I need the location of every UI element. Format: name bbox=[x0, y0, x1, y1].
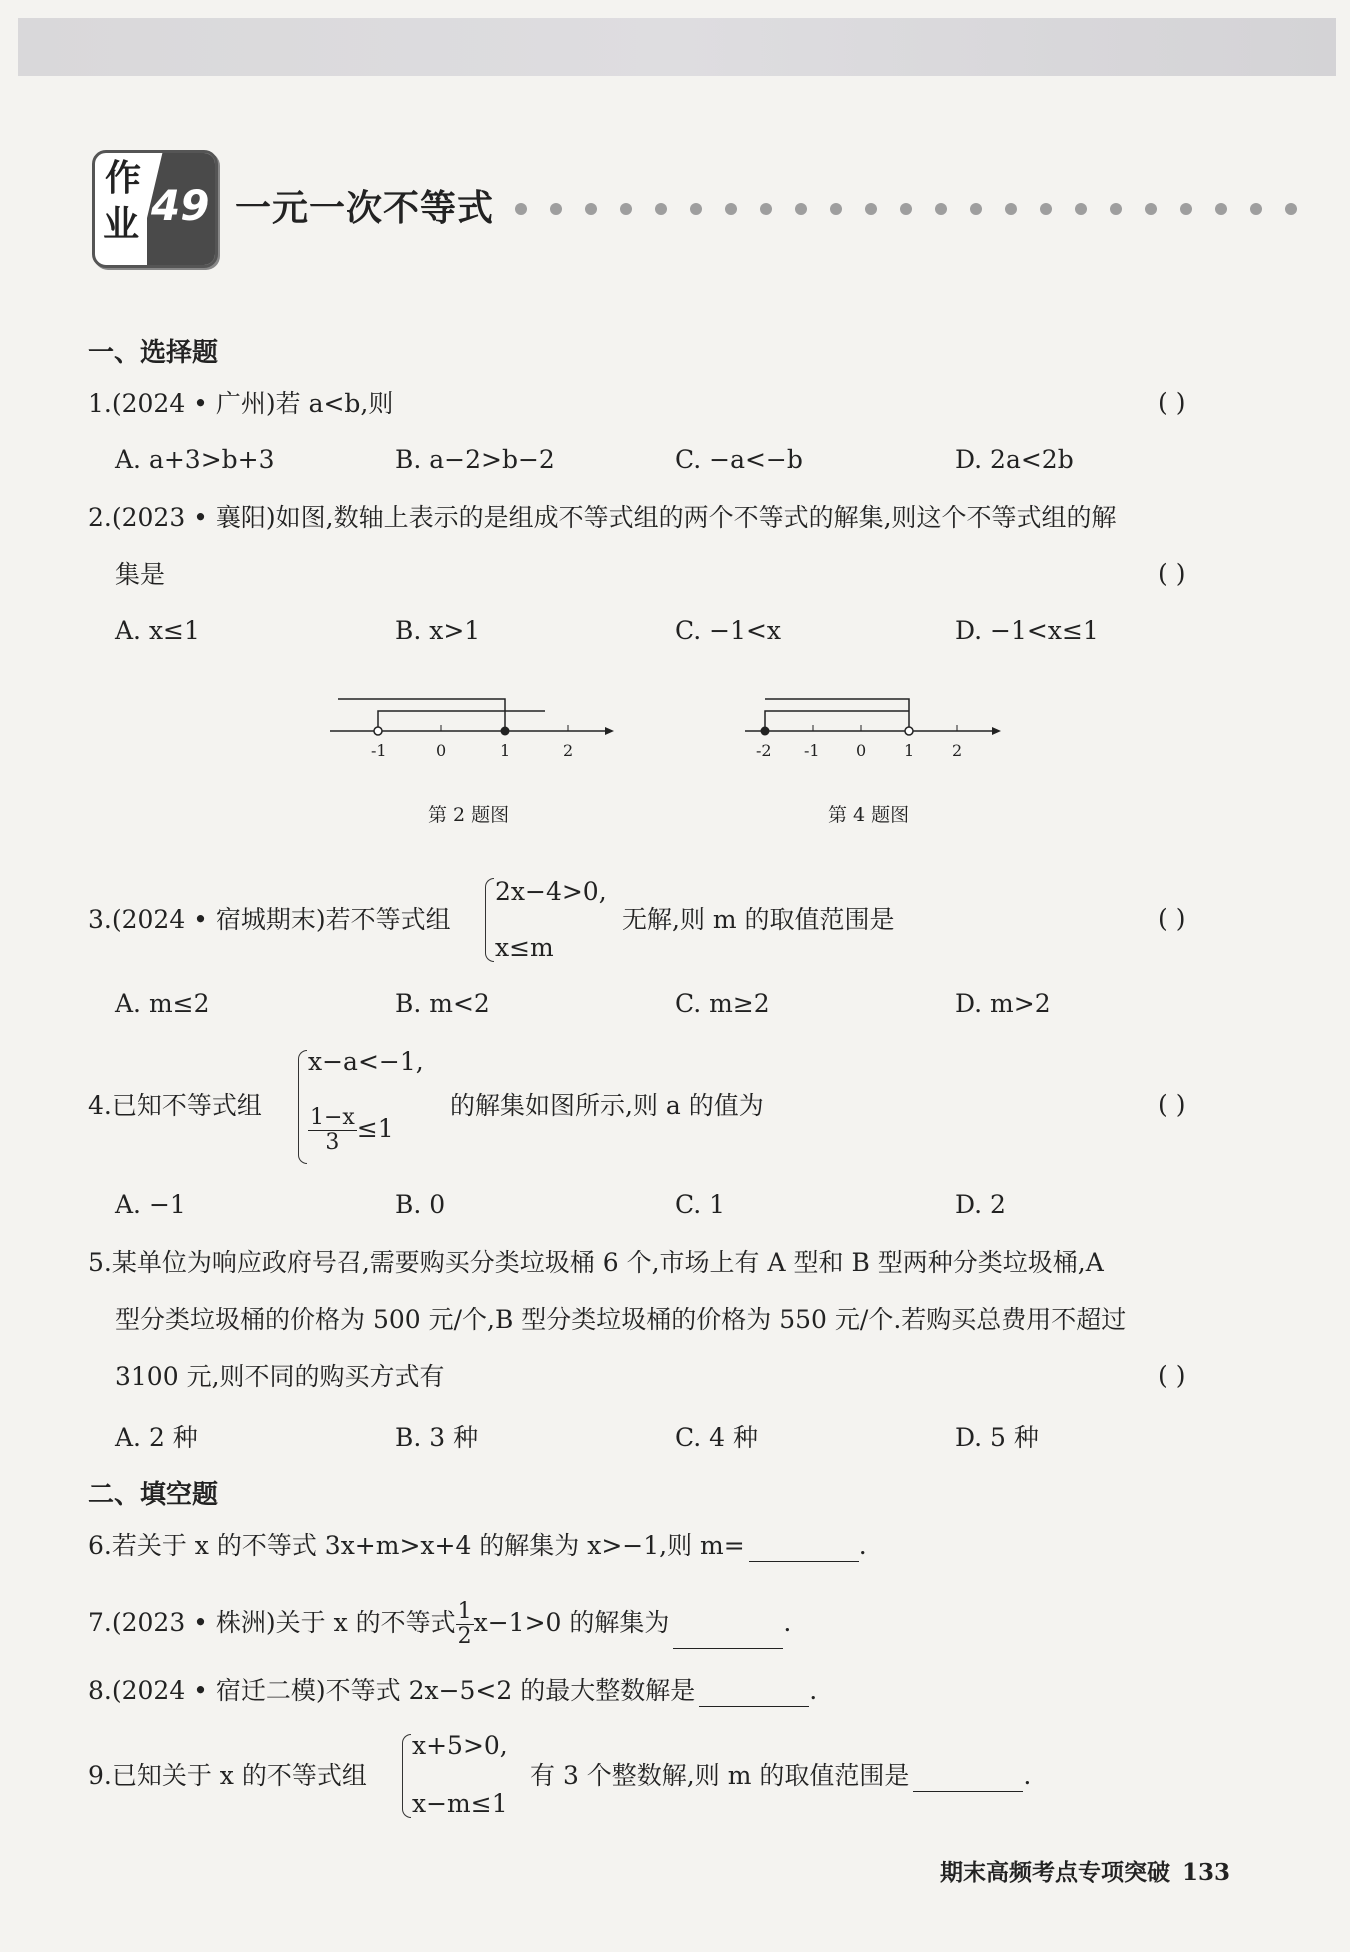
q9-system-row2: x−m≤1 bbox=[412, 1789, 508, 1818]
fig4-tick-1: -1 bbox=[804, 741, 820, 760]
q1-option-a[interactable]: A. a+3>b+3 bbox=[115, 445, 275, 474]
leader-dot bbox=[760, 203, 772, 215]
q8-end: . bbox=[809, 1676, 818, 1705]
footer-text: 期末高频考点专项突破 bbox=[940, 1860, 1170, 1886]
leader-dot bbox=[725, 203, 737, 215]
leader-dot bbox=[655, 203, 667, 215]
q3-option-b[interactable]: B. m<2 bbox=[395, 989, 490, 1018]
figure-4-caption: 第 4 题图 bbox=[828, 804, 910, 826]
leader-dot bbox=[865, 203, 877, 215]
fig4-tick-3: 1 bbox=[904, 741, 915, 760]
leader-dot bbox=[690, 203, 702, 215]
fig2-tick-0: -1 bbox=[371, 741, 387, 760]
fig2-tick-1: 0 bbox=[436, 741, 447, 760]
leader-dot bbox=[515, 203, 527, 215]
badge-number: 49 bbox=[151, 181, 210, 230]
q9-end: . bbox=[1023, 1761, 1032, 1790]
fig4-tick-4: 2 bbox=[952, 741, 963, 760]
q6-answer-blank[interactable] bbox=[749, 1537, 859, 1562]
q4-answer-paren[interactable]: ( ) bbox=[1158, 1090, 1186, 1119]
q3-suffix: 无解,则 m 的取值范围是 bbox=[622, 905, 895, 934]
page-footer bbox=[940, 1854, 1230, 1887]
q5-answer-paren[interactable]: ( ) bbox=[1158, 1361, 1186, 1390]
badge-char-ye: 业 bbox=[103, 204, 140, 245]
q4-system-row2 bbox=[308, 1106, 394, 1155]
q4-option-a[interactable]: A. −1 bbox=[115, 1190, 186, 1219]
badge-char-zuo: 作 bbox=[105, 158, 142, 199]
title-dot-leader bbox=[515, 200, 1325, 214]
q4-brace bbox=[298, 1050, 307, 1164]
q4-suffix: 的解集如图所示,则 a 的值为 bbox=[450, 1091, 764, 1120]
page-title: 一元一次不等式 bbox=[235, 188, 495, 229]
q1-stem: 1.(2024 • 广州)若 a<b,则 bbox=[88, 389, 394, 418]
leader-dot bbox=[1250, 203, 1262, 215]
fig4-tick-2: 0 bbox=[856, 741, 867, 760]
q7-suffix: x−1>0 的解集为 bbox=[473, 1608, 670, 1637]
fig4-tick-0: -2 bbox=[756, 741, 772, 760]
q5-option-b[interactable]: B. 3 种 bbox=[395, 1423, 479, 1452]
section-fill: 二、填空题 bbox=[88, 1480, 219, 1510]
q3-system-row1: 2x−4>0, bbox=[495, 877, 607, 906]
q1-option-b[interactable]: B. a−2>b−2 bbox=[395, 445, 555, 474]
q4-fraction-denominator: 3 bbox=[325, 1130, 340, 1155]
q5-line1: 5.某单位为响应政府号召,需要购买分类垃圾桶 6 个,市场上有 A 型和 B 型两种分类垃圾桶,A bbox=[88, 1248, 1104, 1277]
q4-fraction bbox=[308, 1106, 357, 1155]
q8-text: 8.(2024 • 宿迁二模)不等式 2x−5<2 的最大整数解是 bbox=[88, 1676, 696, 1705]
leader-dot bbox=[620, 203, 632, 215]
leader-dot bbox=[1005, 203, 1017, 215]
q3-option-a[interactable]: A. m≤2 bbox=[115, 989, 210, 1018]
q4-system-row1: x−a<−1, bbox=[308, 1047, 424, 1076]
section-choice: 一、选择题 bbox=[88, 338, 219, 368]
q2-option-b[interactable]: B. x>1 bbox=[395, 616, 481, 645]
page-number: 133 bbox=[1182, 1859, 1231, 1886]
q9-system-row1: x+5>0, bbox=[412, 1731, 508, 1760]
q4-option-d[interactable]: D. 2 bbox=[955, 1190, 1006, 1219]
q4-row2-tail: ≤1 bbox=[356, 1114, 394, 1143]
q7 bbox=[88, 1600, 791, 1649]
q7-end: . bbox=[783, 1608, 792, 1637]
figure-2-number-line bbox=[320, 685, 620, 765]
q3-option-d[interactable]: D. m>2 bbox=[955, 989, 1051, 1018]
leader-dot bbox=[1180, 203, 1192, 215]
q2-stem-line1: 2.(2023 • 襄阳)如图,数轴上表示的是组成不等式组的两个不等式的解集,则这个不等式组的解 bbox=[88, 503, 1117, 532]
leader-dot bbox=[830, 203, 842, 215]
leader-dot bbox=[970, 203, 982, 215]
q4-option-b[interactable]: B. 0 bbox=[395, 1190, 446, 1219]
homework-badge bbox=[92, 150, 218, 268]
q9-prefix: 9.已知关于 x 的不等式组 bbox=[88, 1761, 367, 1790]
q7-fraction-denominator: 2 bbox=[457, 1624, 472, 1649]
q5-line3: 3100 元,则不同的购买方式有 bbox=[115, 1362, 445, 1391]
q5-option-d[interactable]: D. 5 种 bbox=[955, 1423, 1039, 1452]
q7-prefix: 7.(2023 • 株洲)关于 x 的不等式 bbox=[88, 1608, 456, 1637]
top-banner bbox=[18, 18, 1336, 76]
leader-dot bbox=[1145, 203, 1157, 215]
q8-answer-blank[interactable] bbox=[699, 1682, 809, 1707]
q1-option-d[interactable]: D. 2a<2b bbox=[955, 445, 1074, 474]
q5-line2: 型分类垃圾桶的价格为 500 元/个,B 型分类垃圾桶的价格为 550 元/个.若购买总费用不超过 bbox=[115, 1305, 1127, 1334]
leader-dot bbox=[550, 203, 562, 215]
q9-answer-blank[interactable] bbox=[913, 1767, 1023, 1792]
leader-dot bbox=[1110, 203, 1122, 215]
leader-dot bbox=[900, 203, 912, 215]
q1-answer-paren[interactable]: ( ) bbox=[1158, 388, 1186, 417]
q3-prefix: 3.(2024 • 宿城期末)若不等式组 bbox=[88, 905, 451, 934]
q3-option-c[interactable]: C. m≥2 bbox=[675, 989, 770, 1018]
q8 bbox=[88, 1675, 817, 1707]
fig2-tick-2: 1 bbox=[500, 741, 511, 760]
q2-option-d[interactable]: D. −1<x≤1 bbox=[955, 616, 1099, 645]
q4-prefix: 4.已知不等式组 bbox=[88, 1091, 262, 1120]
leader-dot bbox=[1215, 203, 1227, 215]
leader-dot bbox=[1040, 203, 1052, 215]
figure-2-caption: 第 2 题图 bbox=[428, 804, 510, 826]
leader-dot bbox=[585, 203, 597, 215]
q2-answer-paren[interactable]: ( ) bbox=[1158, 559, 1186, 588]
fig2-tick-3: 2 bbox=[563, 741, 574, 760]
q2-stem-line2: 集是 bbox=[115, 560, 166, 589]
q4-fraction-numerator: 1−x bbox=[310, 1105, 355, 1130]
q5-option-c[interactable]: C. 4 种 bbox=[675, 1423, 758, 1452]
q6-text: 6.若关于 x 的不等式 3x+m>x+4 的解集为 x>−1,则 m= bbox=[88, 1531, 745, 1560]
q9-suffix: 有 3 个整数解,则 m 的取值范围是 bbox=[530, 1761, 910, 1790]
q1-option-c[interactable]: C. −a<−b bbox=[675, 445, 803, 474]
q6-end: . bbox=[858, 1531, 867, 1560]
q2-option-a[interactable]: A. x≤1 bbox=[115, 616, 200, 645]
q2-option-c[interactable]: C. −1<x bbox=[675, 616, 782, 645]
leader-dot bbox=[1285, 203, 1297, 215]
q3-brace bbox=[485, 878, 494, 962]
leader-dot bbox=[935, 203, 947, 215]
q9-tail bbox=[530, 1760, 1031, 1792]
leader-dot bbox=[1075, 203, 1087, 215]
q3-system-row2: x≤m bbox=[495, 933, 554, 962]
leader-dot bbox=[795, 203, 807, 215]
q7-fraction bbox=[456, 1600, 474, 1649]
q3-answer-paren[interactable]: ( ) bbox=[1158, 904, 1186, 933]
q7-answer-blank[interactable] bbox=[673, 1624, 783, 1649]
q9-brace bbox=[402, 1734, 411, 1818]
q6 bbox=[88, 1530, 867, 1562]
q7-fraction-numerator: 1 bbox=[457, 1599, 472, 1624]
q4-option-c[interactable]: C. 1 bbox=[675, 1190, 726, 1219]
figure-4-number-line bbox=[740, 685, 1010, 765]
q5-option-a[interactable]: A. 2 种 bbox=[115, 1423, 198, 1452]
